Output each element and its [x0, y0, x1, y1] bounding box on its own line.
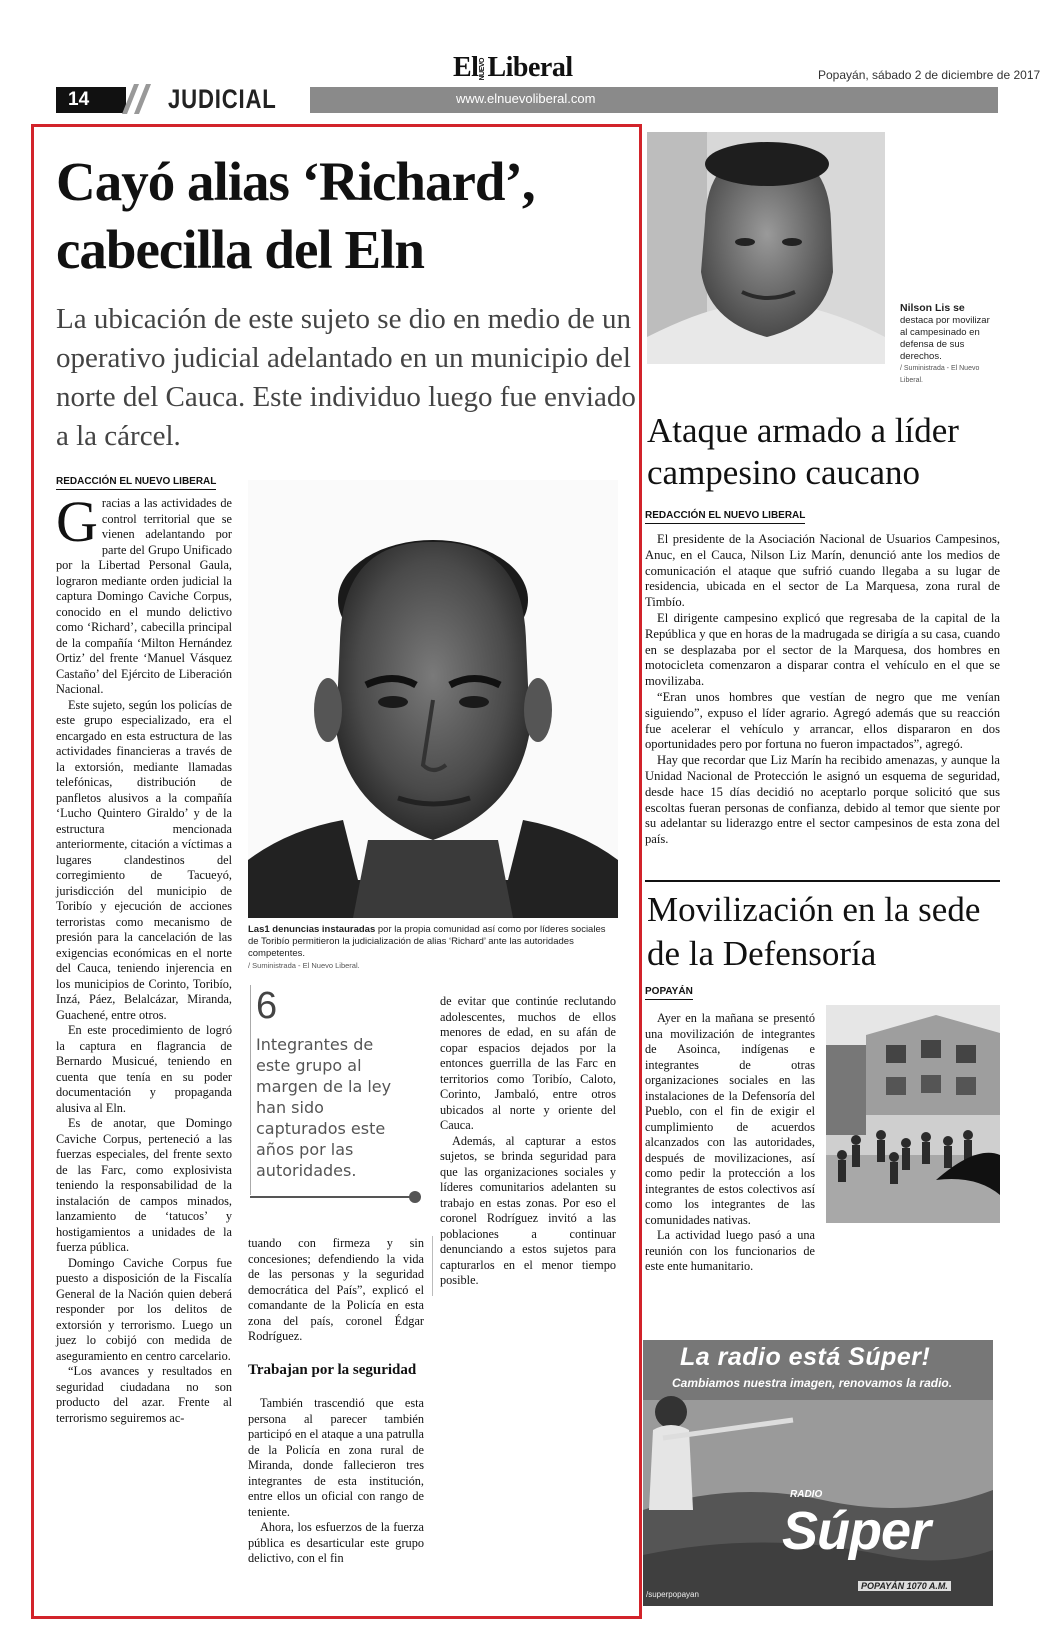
paragraph: Este sujeto, según los policías de este grupo especializado, era el encargado en esta estructura de las actividades financieras a través de la extorsión, mediante llamadas telefónicas, distribución de panfletos alusivos a la compañía ‘Lucho Quintero Giraldo’ y de la estructura mencionada anteriormente, citación a víctimas a lugares clandestinos del corregimiento de Tacueyó, jurisdicción del municipio de Toribío y ejecución de acciones terroristas como mecanismo de presión para la cancelación de las exigencias económicas en el norte del Cauca, teniendo injerencia en los municipios de Corinto, Toribío, Inzá, Páez, Belalcázar, Miranda, Guachené, entre otros. — [56, 697, 232, 1022]
section-subhead: Trabajan por la seguridad — [248, 1362, 417, 1378]
dateline: Popayán, sábado 2 de diciembre de 2017 — [818, 68, 1041, 82]
main-byline: REDACCIÓN EL NUEVO LIBERAL — [56, 476, 216, 490]
ad-social-handle: /superpopayan — [646, 1590, 699, 1599]
main-column-2b — [248, 1396, 424, 1567]
stat-dot-icon — [409, 1191, 421, 1203]
paragraph: La actividad luego pasó a una reunión con los funcionarios de este ente humanitario. — [645, 1228, 815, 1273]
main-column-1 — [56, 489, 232, 1426]
mobilization-body — [645, 1011, 815, 1275]
masthead-el: El — [453, 52, 479, 83]
paragraph: También trascendió que esta persona al parecer también participó en el ataque a una patrulla de la Policía en zona rural de Miranda, donde fallecieron tres integrantes de esta institución, entre ellos un oficial con rango de teniente. — [248, 1396, 424, 1519]
section-title: JUDICIAL — [168, 84, 277, 114]
caption-lead: Nilson Lis se — [900, 302, 965, 314]
mobilization-headline: Movilización en la sede de la Defensoría — [647, 890, 981, 973]
ad-brand-logo: Súper — [782, 1501, 931, 1561]
leader-photo-caption — [900, 302, 995, 387]
ad-frequency: POPAYÁN 1070 A.M. — [858, 1581, 951, 1591]
ad-title: La radio está Súper! — [680, 1343, 931, 1371]
caption-text: por la propia comunidad así como por líderes sociales de Toribío permitieron la judicialización de alias ‘Richard’ ante las autoridades competentes. — [248, 924, 606, 959]
main-photo — [248, 480, 618, 918]
masthead-nuevo: NUEVO — [479, 58, 487, 81]
ad-radio-label: RADIO — [790, 1489, 823, 1500]
ad-subtitle: Cambiamos nuestra imagen, renovamos la radio. — [672, 1376, 953, 1390]
attack-headline: Ataque armado a líder campesino caucano — [647, 411, 959, 492]
main-subhead: La ubicación de este sujeto se dio en medio de un operativo judicial adelantado en un municipio del norte del Cauca. Este individuo luego fue enviado a la cárcel. — [56, 303, 636, 452]
mobilization-byline: POPAYÁN — [645, 986, 693, 1000]
mobilization-photo — [826, 1005, 1000, 1223]
main-column-3 — [440, 994, 616, 1289]
paragraph: Además, al capturar a estos sujetos, se brinda seguridad para que las organizaciones sociales y líderes comunitarios adelanten su trabajo en estas zonas. Por eso el coronel Rodríguez invitó a las poblaciones a continuar denunciando a estos sujetos para capturarlos en el menor tiempo posible. — [440, 1133, 616, 1287]
section-slashes-icon — [108, 80, 158, 116]
stat-text: Integrantes de este grupo al margen de la ley han sido capturados este años por las autoridades. — [256, 1035, 392, 1180]
dropcap: G — [56, 489, 98, 554]
section-rule — [645, 880, 1000, 882]
caption-text: destaca por movilizar al campesinado en defensa de sus derechos. — [900, 315, 990, 362]
column-divider — [432, 1236, 433, 1296]
paragraph — [56, 489, 232, 698]
main-headline-line-1: Cayó alias ‘Richard’, — [56, 151, 535, 212]
stat-rule — [250, 1196, 416, 1198]
paragraph: El presidente de la Asociación Nacional de Usuarios Campesinos, Anuc, en el Cauca, Nilson Liz Marín, denunció ante los medios de comunicación el ataque que sufrió cuando llegaba a su lugar de residencia, ubicada en el sector de La Marquesa, zona rural de Timbío. — [645, 532, 1000, 610]
masthead-liberal: Liberal — [487, 52, 573, 83]
paragraph: Domingo Caviche Corpus fue puesto a disposición de la Fiscalía General de la Nación quien deberá responder por los delitos de extorsión y terrorismo. Luego un juez lo cobijó con medida de aseguramiento en centro carcelario. — [56, 1255, 232, 1363]
paragraph: En este procedimiento de logró la captura en flagrancia de Bernardo Musicué, teniendo en cuenta que tenía en su poder documentación y propaganda alusiva al Eln. — [56, 1023, 232, 1115]
main-column-2 — [248, 1236, 424, 1345]
paragraph: de evitar que continúe reclutando adolescentes, muchos de ellos menores de edad, en su afán de copar espacios dejados por la entonces guerrilla de las Farc en territorios como Toribío, Caloto, Corinto, Jambaló, entre otros ubicados al norte y oriente del Cauca. — [440, 994, 616, 1132]
attack-body — [645, 532, 1000, 848]
website-url: www.elnuevoliberal.com — [456, 91, 596, 106]
paragraph: Es de anotar, que Domingo Caviche Corpus, perteneció a las fuerzas especiales, del frente sexto de las Farc, como explosivista teniendo la responsabilidad de la instalación de campos minados, lanzamiento de ‘tatucos’ y hostigamientos a unidades de la fuerza pública. — [56, 1116, 232, 1254]
paragraph: “Eran unos hombres que vestían de negro que me venían siguiendo”, expuso el líder agrario. Agregó además que su reacción fue acelerar el vehículo y arrancar, ellos dispararon en dos oportunidades pero por fortuna no fueron impactados”, agregó. — [645, 689, 1000, 752]
attack-byline: REDACCIÓN EL NUEVO LIBERAL — [645, 510, 805, 524]
page-number: 14 — [56, 87, 126, 113]
paragraph: “Los avances y resultados en seguridad ciudadana no son producto del azar. Frente al terrorismo seguiremos ac- — [56, 1364, 232, 1425]
paragraph: Ayer en la mañana se presentó una movilización de integrantes de Asoinca, indígenas e integrantes de otras organizaciones sociales en las instalaciones de la Defensoría del Pueblo, con el fin de exigir el cumplimiento de acuerdos alcanzados con las autoridades, después de movilizaciones, así como pedir la protección a los integrantes de estos colectivos así como los integrantes de las comunidades nativas. — [645, 1011, 815, 1227]
main-headline — [56, 148, 636, 284]
caption-credit: / Suministrada - El Nuevo Liberal. — [248, 961, 360, 970]
leader-photo — [647, 132, 885, 364]
main-headline-line-2: cabecilla del Eln — [56, 219, 424, 280]
header-bar — [310, 87, 998, 113]
caption-lead: Las1 denuncias instauradas — [248, 924, 376, 935]
paragraph: Ahora, los esfuerzos de la fuerza pública es desarticular este grupo delictivo, con el fin — [248, 1520, 424, 1565]
main-photo-caption — [248, 924, 618, 972]
paragraph-text: racias a las actividades de control territorial que se vienen adelantando por parte del Grupo Unificado por la Libertad Personal Gaula, lograron mediante orden judicial la captura Domingo Caviche Corpus, conocido en el mundo delictivo como ‘Richard’, cabecilla principal de la compañía ‘Milton Hernández Ortiz’ del frente ‘Manuel Vásquez Castaño’ del Ejército de Liberación Nacional. — [56, 496, 232, 696]
paragraph: El dirigente campesino explicó que regresaba de la capital de la República y que en horas de la madrugada se dirigía a su casa, cuando en se desplazaba por el sector de la Marquesa, dos hombres en motocicleta comenzaron a disparar contra el vehículo en el que se movilizaba. — [645, 610, 1000, 689]
paragraph: tuando con firmeza y sin concesiones; defendiendo la vida de las personas y la seguridad democrática del País”, explicó el comandante de la Policía en esta zona del país, coronel Édgar Rodríguez. — [248, 1236, 424, 1343]
masthead — [453, 52, 573, 84]
caption-credit: / Suministrada - El Nuevo Liberal. — [900, 365, 980, 384]
paragraph: Hay que recordar que Liz Marín ha recibido amenazas, y aunque la Unidad Nacional de Protección le asignó un esquema de seguridad, desde hace 15 días decidió no aceptarlo porque solicitó que sus escoltas fueran personas de confianza, debido al temor que siente por su adelantar su liderazgo entre el sector campesinos de esta zona del país. — [645, 753, 1000, 847]
stat-number: 6 — [256, 985, 278, 1027]
